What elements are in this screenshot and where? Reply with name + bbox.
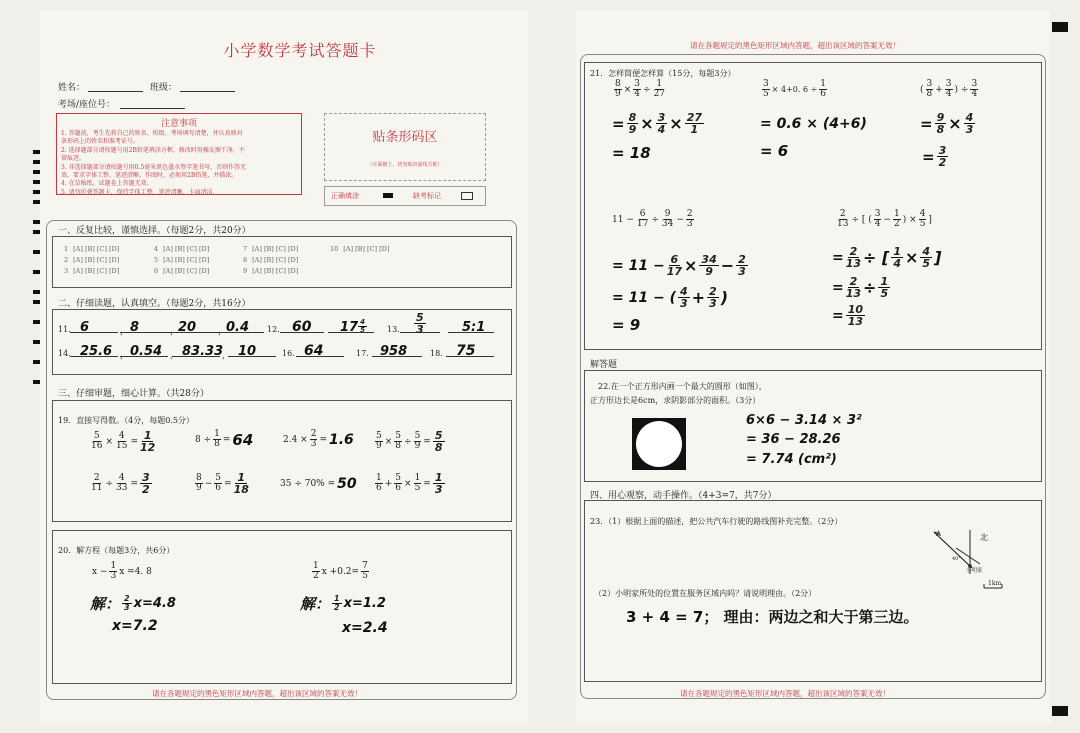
q19-c: 2.4 × $\frac{2}{3}$ = 1.6 xyxy=(283,429,354,449)
timing-dash xyxy=(33,290,40,294)
q16-blank[interactable] xyxy=(296,340,344,357)
notice-line: 留痕迹。 xyxy=(61,155,86,163)
choice-options: [A] [B] [C] [D] xyxy=(163,267,210,275)
q13-blank-1[interactable] xyxy=(400,311,440,336)
q11-answer-2: 8 xyxy=(130,320,140,335)
q12-blank-2[interactable] xyxy=(328,316,374,333)
choice-item-5[interactable] xyxy=(154,256,209,264)
timing-dash xyxy=(33,150,40,154)
choice-options: [A] [B] [C] [D] xyxy=(73,245,120,253)
name-label: 姓名： xyxy=(58,83,86,93)
q13-blank-2[interactable] xyxy=(448,316,494,333)
timing-dash xyxy=(33,380,40,384)
choice-number: 8 xyxy=(243,256,248,264)
q19-h: $\frac{1}{6}$ + $\frac{5}{6}$ × $\frac{1}{5}$ = $\frac{1}{3}$ xyxy=(376,471,443,496)
choice-item-9[interactable] xyxy=(243,267,298,275)
choice-item-7[interactable] xyxy=(243,245,298,253)
notice-line: 4. 在草稿纸、试题卷上答题无效。 xyxy=(61,180,153,188)
choice-number: 1 xyxy=(64,245,69,253)
q14-blank-2[interactable] xyxy=(120,340,168,357)
q22-step3: = 7.74 (cm²) xyxy=(746,452,837,467)
q11-blank-3[interactable] xyxy=(168,316,216,333)
correct-fill-label: 正确填涂 xyxy=(331,192,359,200)
choice-item-3[interactable] xyxy=(64,267,119,275)
q17-label: 17. xyxy=(356,349,369,358)
q14-blank-1[interactable] xyxy=(70,340,118,357)
choice-number: 10 xyxy=(330,245,339,253)
q23-answer: 3 + 4 = 7； 理由：两边之和大于第三边。 xyxy=(626,608,919,626)
q18-answer: 75 xyxy=(456,343,476,359)
separator: ， xyxy=(170,351,178,360)
q14-label: 14. xyxy=(58,349,71,358)
timing-mark xyxy=(1052,22,1068,32)
q22-text-2: 正方形边长是6cm，求阴影部分的面积。（3分） xyxy=(590,396,761,405)
choice-options: [A] [B] [C] [D] xyxy=(252,256,299,264)
separator: ， xyxy=(120,327,128,336)
q19-f: $\frac{8}{9}$ − $\frac{5}{6}$ = $\frac{1}{18}$ xyxy=(196,471,249,496)
q19-e: $\frac{2}{11}$ ÷ $\frac{4}{33}$ = $\frac{3}{2}$ xyxy=(91,471,150,496)
barcode-title: 贴条形码区 xyxy=(372,130,438,145)
choice-options: [A] [B] [C] [D] xyxy=(73,256,120,264)
q19-b: 8 ÷ $\frac{1}{8}$ = 64 xyxy=(195,429,254,449)
q21b-step1: = 0.6 × (4+6) xyxy=(760,116,867,132)
q14-answer-4: 10 xyxy=(238,344,257,359)
q21b-expr: $\frac{3}{5}$ × 4+0. 6 ÷ $\frac{1}{6}$ xyxy=(763,79,827,99)
q23-part1: 23．（1）根据上面的描述，把公共汽车行驶的路线图补充完整。（2分） xyxy=(590,517,843,526)
q20b-equation: $\frac{1}{2}$ x +0.2= $\frac{7}{5}$ xyxy=(313,561,368,581)
q12-answer-2: 17 xyxy=(340,320,359,335)
choice-options: [A] [B] [C] [D] xyxy=(73,267,120,275)
timing-dash xyxy=(33,180,40,184)
q20b-work-2: x=2.4 xyxy=(342,620,388,636)
q21-title: 21．怎样简便怎样算（15分，每题3分） xyxy=(590,69,736,78)
q18-label: 18. xyxy=(430,349,443,358)
timing-dash xyxy=(33,360,40,364)
page-title: 小学数学考试答题卡 xyxy=(223,41,377,60)
timing-mark xyxy=(1052,706,1068,716)
class-label: 班级： xyxy=(150,83,178,93)
q11-answer-3: 20 xyxy=(178,320,197,335)
sec2-title: 二、仔细读题，认真填空。（每题2分，共16分） xyxy=(58,299,251,309)
q20a-work-1: 解： 2 3 x=4.8 xyxy=(90,594,176,613)
missing-mark-label: 缺考标记 xyxy=(413,192,441,200)
choice-number: 4 xyxy=(154,245,159,253)
choice-number: 2 xyxy=(64,256,69,264)
q21c-result: = $\frac{3}{2}$ xyxy=(922,144,947,169)
q21e-step2: = $\frac{2}{13}$ ÷ $\frac{1}{5}$ xyxy=(832,275,889,300)
q19-d: $\frac{5}{9}$ × $\frac{5}{8}$ ÷ $\frac{5}{9}$ = $\frac{5}{8}$ xyxy=(376,429,443,454)
fill-legend xyxy=(324,186,486,206)
q11-blank-4[interactable] xyxy=(216,316,264,333)
timing-dash xyxy=(33,190,40,194)
q13-label: 13. xyxy=(387,325,400,334)
map-scale: 1km xyxy=(988,580,1002,587)
q20-title: 20．解方程（每题3分，共6分） xyxy=(58,546,175,555)
choice-item-8[interactable] xyxy=(243,256,298,264)
q21a-expr: $\frac{8}{9}$ × $\frac{3}{4}$ ÷ $\frac{1}{27}$ xyxy=(615,79,666,99)
choice-number: 7 xyxy=(243,245,248,253)
q20a-work-2: x=7.2 xyxy=(112,618,158,634)
notice-line: 1. 答题前，考生先将自己的姓名、班级、考场填写清楚，并认真核对 xyxy=(61,130,243,137)
q21d-expr: 11 − $\frac{6}{17}$ ÷ $\frac{9}{34}$ − $\frac{2}{3}$ xyxy=(612,209,693,229)
q17-blank[interactable] xyxy=(372,340,422,357)
sec22-title: 解答题 xyxy=(590,360,618,370)
barcode-hint: （正面朝上，切勿贴出虚线方框） xyxy=(367,162,443,168)
barcode-area xyxy=(324,113,486,181)
q12-blank-1[interactable] xyxy=(280,316,324,333)
q12-fraction: $\frac{4}{5}$ xyxy=(360,318,365,334)
q22-step2: = 36 − 28.26 xyxy=(746,432,841,447)
timing-dash xyxy=(33,320,40,324)
choice-options: [A] [B] [C] [D] xyxy=(252,267,299,275)
name-field[interactable] xyxy=(88,75,143,92)
timing-dash xyxy=(33,170,40,174)
timing-dash xyxy=(33,220,40,224)
q21d-step2: = 11 − ( 4 3 + $\frac{2}{3}$ ) xyxy=(612,285,728,310)
q23-part2: （2）小明家所处的位置在服务区域内吗？请说明理由。（2分） xyxy=(594,589,817,598)
q12-answer-1: 60 xyxy=(292,319,312,335)
q14-blank-3[interactable] xyxy=(172,340,224,359)
q13-fraction: $\frac{5}{3}$ xyxy=(416,311,424,336)
q14-blank-4[interactable] xyxy=(228,340,276,357)
choice-item-10[interactable] xyxy=(330,245,389,253)
choice-options: [A] [B] [C] [D] xyxy=(163,256,210,264)
q16-label: 16. xyxy=(282,349,295,358)
choice-number: 5 xyxy=(154,256,159,264)
q14-answer-1: 25.6 xyxy=(80,344,113,359)
choice-number: 9 xyxy=(243,267,248,275)
q22-text-1: 22.在一个正方形内画一个最大的圆形（如图）， xyxy=(598,382,767,391)
choice-item-2[interactable] xyxy=(64,256,119,264)
room-label: 考场/座位号： xyxy=(58,100,116,110)
q19-title: 19．直接写得数。（4分，每题0.5分） xyxy=(58,416,194,425)
choice-number: 3 xyxy=(64,267,69,275)
choice-options: [A] [B] [C] [D] xyxy=(343,245,390,253)
timing-dash xyxy=(33,200,40,204)
circle-figure xyxy=(636,421,682,467)
timing-dash xyxy=(33,160,40,164)
q18-blank[interactable] xyxy=(446,340,494,357)
q20a-equation: x − $\frac{1}{3}$ x =4. 8 xyxy=(92,561,152,581)
sec4-title: 四、用心观察，动手操作。（4+3=7，共7分） xyxy=(590,491,777,501)
choice-options: [A] [B] [C] [D] xyxy=(252,245,299,253)
q21d-result: = 9 xyxy=(612,316,641,334)
separator: ， xyxy=(218,327,226,336)
notice-box xyxy=(56,113,302,195)
class-field[interactable] xyxy=(180,75,235,92)
notice-line: 条形码上的姓名和准考证号。 xyxy=(61,138,140,146)
separator: ， xyxy=(222,351,230,360)
q11-answer-4: 0.4 xyxy=(226,320,250,335)
q19-g: 35 ÷ 70% = 50 xyxy=(280,476,357,492)
missing-checkbox[interactable] xyxy=(461,192,473,200)
separator: ， xyxy=(170,327,178,336)
q11-blank-2[interactable] xyxy=(120,316,168,333)
timing-dash xyxy=(33,230,40,234)
q11-label: 11. xyxy=(58,325,71,334)
notice-line: 5. 请勿折叠答题卡，保持字体工整、笔迹清晰、卡面清洁。 xyxy=(61,188,219,196)
q14-answer-3: 83.33 xyxy=(182,344,224,359)
q16-answer: 64 xyxy=(304,343,324,359)
q21a-step1: = $\frac{8}{9}$ × $\frac{3}{4}$ × $\frac{27}{1}$ xyxy=(612,111,703,136)
map-home: 小明家 xyxy=(966,568,983,574)
sec1-title: 一、反复比较，谨慎选择。（每题2分，共20分） xyxy=(58,226,251,236)
filled-box-icon xyxy=(383,193,393,198)
separator: ， xyxy=(120,351,128,360)
map-angle: 40° xyxy=(952,556,961,562)
timing-dash xyxy=(33,340,40,344)
choice-item-4[interactable] xyxy=(154,245,209,253)
q21c-step1: = $\frac{9}{8}$ × $\frac{4}{3}$ xyxy=(920,111,974,136)
timing-dash xyxy=(33,300,40,304)
q21e-expr: $\frac{2}{13}$ ÷ [ ( $\frac{3}{4}$ − $\frac{1}{2}$ ) × $\frac{4}{5}$ ] xyxy=(837,209,932,229)
footer-notice-left: 请在各题规定的黑色矩形区域内答题，超出该区域的答案无效！ xyxy=(152,689,362,698)
q20b-work-1: 解： 1 2 x=1.2 xyxy=(300,594,386,613)
q21b-result: = 6 xyxy=(760,142,789,160)
timing-dash xyxy=(33,270,40,274)
q21e-result: = $\frac{10}{13}$ xyxy=(832,303,864,328)
q21c-expr: ( $\frac{3}{8}$ + $\frac{3}{4}$ ) ÷ $\frac{3}{4}$ xyxy=(920,79,978,99)
timing-dash xyxy=(33,250,40,254)
choice-number: 6 xyxy=(154,267,159,275)
footer-notice-right: 请在各题规定的黑色矩形区域内答题，超出该区域的答案无效！ xyxy=(680,689,890,698)
notice-line: 3. 非选择题部分请按题号用0.5毫米黑色墨水签字笔书写，否则作答无 xyxy=(61,163,247,171)
notice-title: 注意事项 xyxy=(160,119,197,129)
q21a-result: = 18 xyxy=(612,144,651,162)
q11-answer-1: 6 xyxy=(80,320,90,335)
q21e-step1: = $\frac{2}{13}$ ÷ [ $\frac{1}{4}$ × $\frac{4}{5}$ ] xyxy=(832,245,942,270)
q21d-step1: = 11 − $\frac{6}{17}$ × $\frac{34}{9}$ − $\frac{2}{3}$ xyxy=(612,253,746,278)
q22-step1: 6×6 − 3.14 × 3² xyxy=(746,413,862,428)
notice-line: 效。要求字体工整、笔迹清晰。作图时，必须用2B铅笔，并描浓。 xyxy=(61,172,238,180)
header-notice-right: 请在各题规定的黑色矩形区域内答题，超出该区域的答案无效！ xyxy=(690,41,900,50)
choice-item-1[interactable] xyxy=(64,245,119,253)
notice-line: 2. 选择题部分请按题号用2B铅笔填涂方框，修改时用橡皮擦干净，不 xyxy=(61,146,245,154)
choice-options: [A] [B] [C] [D] xyxy=(163,245,210,253)
q14-answer-2: 0.54 xyxy=(130,344,163,359)
q12-label: 12. xyxy=(267,325,280,334)
notice-text xyxy=(57,129,301,198)
room-field[interactable] xyxy=(120,92,185,109)
map-point-a: A xyxy=(936,530,942,538)
choice-item-6[interactable] xyxy=(154,267,209,275)
square-figure xyxy=(632,418,686,470)
q19-a: $\frac{5}{16}$ × $\frac{4}{15}$ = $\frac{1}{12}$ xyxy=(91,429,156,454)
q11-blank-1[interactable] xyxy=(70,316,118,333)
q13-answer: 5:1 xyxy=(462,320,486,335)
sec3-title: 三、仔细审题，细心计算。（共28分） xyxy=(58,389,209,399)
map-north-label: 北 xyxy=(980,533,988,542)
q17-answer: 958 xyxy=(380,344,408,359)
